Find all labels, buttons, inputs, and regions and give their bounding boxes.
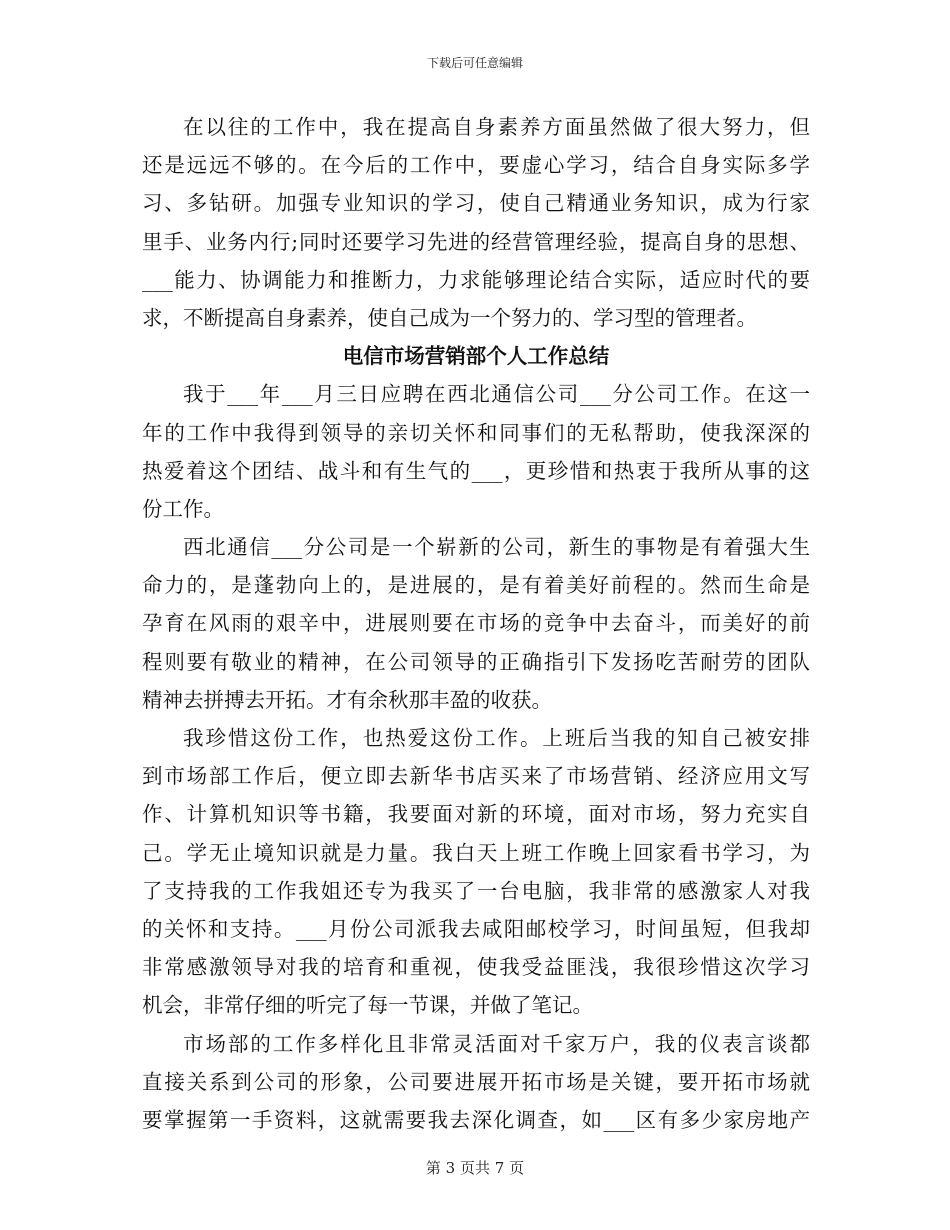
text-line: 在以往的工作中，我在提高自身素养方面虽然做了很大努力，但 — [183, 115, 810, 139]
text-line: 程则要有敬业的精神，在公司领导的正确指引下发扬吃苦耐劳的团队 — [142, 649, 810, 674]
text-line: 份工作。 — [142, 496, 224, 521]
section-title: 电信市场营销部个人工作总结 — [342, 344, 610, 369]
text-line: 的关怀和支持。___月份公司派我去咸阳邮校学习，时间虽短，但我却 — [142, 916, 810, 941]
text-line: 机会，非常仔细的听完了每一节课，并做了笔记。 — [142, 993, 593, 1018]
text-line: 要掌握第一手资料，这就需要我去深化调查，如___区有多少家房地产 — [142, 1107, 810, 1132]
text-line: 了支持我的工作我姐还专为我买了一台电脑，我非常的感激家人对我 — [142, 878, 810, 903]
text-line: 直接关系到公司的形象，公司要进展开拓市场是关键，要开拓市场就 — [142, 1069, 810, 1094]
document-body — [142, 108, 810, 1139]
text-line: 年的工作中我得到领导的亲切关怀和同事们的无私帮助，使我深深的 — [142, 420, 810, 445]
text-line: 我珍惜这份工作，也热爱这份工作。上班后当我的知自己被安排 — [183, 726, 810, 750]
text-line: 孕育在风雨的艰辛中，进展则要在市场的竞争中去奋斗，而美好的前 — [142, 611, 810, 636]
text-line: 里手、业务内行;同时还要学习先进的经营管理经验，提高自身的思想、 — [142, 229, 810, 254]
text-line: 热爱着这个团结、战斗和有生气的___，更珍惜和热衷于我所从事的这 — [142, 458, 810, 483]
page-header: 下载后可任意编辑 — [426, 56, 523, 70]
page-footer: 第 3 页共 7 页 — [425, 1159, 525, 1177]
text-line: 到市场部工作后，便立即去新华书店买来了市场营销、经济应用文写 — [142, 764, 810, 789]
text-line: 命力的，是蓬勃向上的，是进展的，是有着美好前程的。然而生命是 — [142, 573, 810, 598]
text-line: 求，不断提高自身素养，使自己成为一个努力的、学习型的管理者。 — [142, 305, 757, 330]
text-line: 精神去拼搏去开拓。才有余秋那丰盈的收获。 — [142, 687, 552, 712]
text-line: 还是远远不够的。在今后的工作中，要虚心学习，结合自身实际多学 — [142, 153, 810, 178]
text-line: 我于___年___月三日应聘在西北通信公司___分公司工作。在这一 — [183, 382, 810, 407]
text-line: 己。学无止境知识就是力量。我白天上班工作晚上回家看书学习，为 — [142, 840, 810, 865]
text-line: 作、计算机知识等书籍，我要面对新的环境，面对市场，努力充实自 — [142, 802, 810, 827]
text-line: 非常感激领导对我的培育和重视，使我受益匪浅，我很珍惜这次学习 — [142, 955, 810, 980]
text-line: 习、多钻研。加强专业知识的学习，使自己精通业务知识，成为行家 — [142, 191, 810, 216]
text-line: ___能力、协调能力和推断力，力求能够理论结合实际，适应时代的要 — [142, 267, 810, 292]
text-line: 西北通信___分公司是一个崭新的公司，新生的事物是有着强大生 — [183, 535, 810, 560]
text-line: 市场部的工作多样化且非常灵活面对千家万户，我的仪表言谈都 — [183, 1031, 810, 1056]
